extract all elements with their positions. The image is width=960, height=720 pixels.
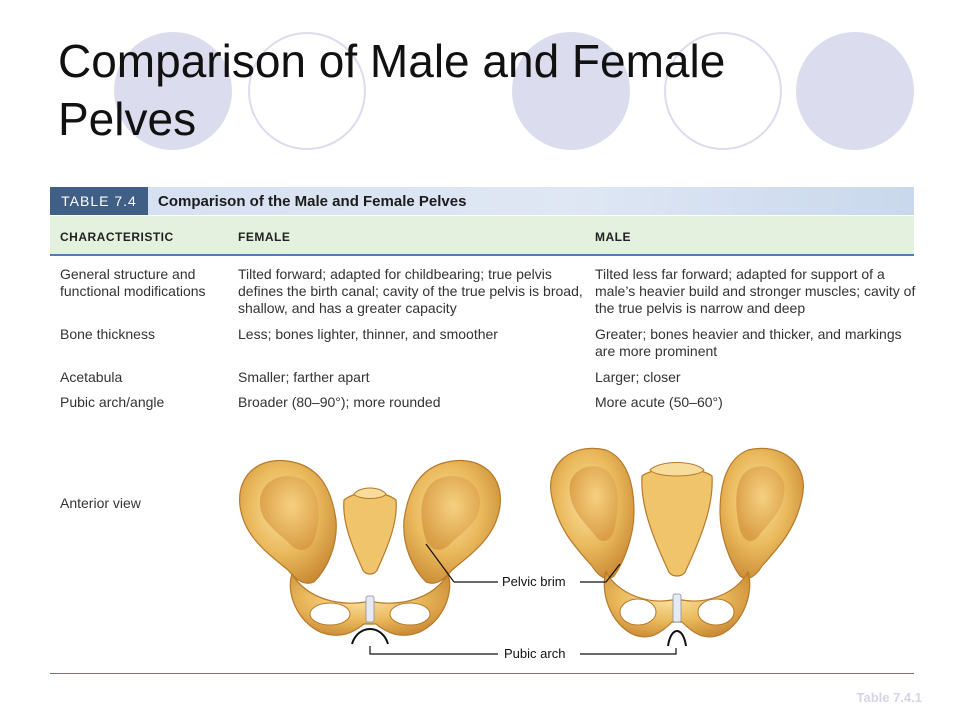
row-general-characteristic: General structure and functional modifications [60,266,206,299]
row-pubic-characteristic: Pubic arch/angle [60,394,165,410]
column-header-male: MALE [595,230,631,244]
table-header [50,187,914,215]
female-pubic-arch-arrow [352,629,388,644]
slide-title: Comparison of Male and Female Pelves [58,35,726,145]
row-bone-male: Greater; bones heavier and thicker, and markings are more prominent [595,326,902,359]
table-bottom-rule [50,673,914,674]
female-left-obturator [310,603,350,625]
row-general-female: Tilted forward; adapted for childbearing; true pelvis defines the birth canal; cavity of the true pelvis is broad, shallow, and has a greater capacity [238,266,583,316]
female-sacrum [344,493,397,575]
row-acetabula-male: Larger; closer [595,369,681,385]
female-sacral-promontory [354,488,386,499]
male-pubic-arch-arrow [668,631,686,646]
male-sacral-promontory [650,463,704,477]
row-pubic-male: More acute (50–60°) [595,394,723,410]
male-pubic-symphysis [673,594,681,622]
row-acetabula-female: Smaller; farther apart [238,369,370,385]
row-bone-female: Less; bones lighter, thinner, and smoother [238,326,498,342]
slide-footer: Table 7.4.1 [856,690,922,705]
column-header-row [50,216,914,256]
pelvic-brim-label: Pelvic brim [502,574,566,589]
female-right-obturator [390,603,430,625]
row-bone-characteristic: Bone thickness [60,326,155,342]
male-sacrum [642,469,712,577]
pelvis-illustration [230,436,820,668]
male-left-obturator [620,599,656,625]
row-general-male: Tilted less far forward; adapted for support of a male’s heavier build and stronger muscles; cavity of the true pelvis is narrow and deep [595,266,916,316]
male-right-obturator [698,599,734,625]
pubic-arch-label: Pubic arch [504,646,566,661]
row-pubic-female: Broader (80–90°); more rounded [238,394,441,410]
table-tag: TABLE 7.4 [50,187,148,215]
row-acetabula-characteristic: Acetabula [60,369,123,385]
table-caption: Comparison of the Male and Female Pelves [158,193,467,210]
female-pubic-symphysis [366,596,374,622]
female-pelvis [240,460,501,644]
column-header-female: FEMALE [238,230,291,244]
row-anterior-characteristic: Anterior view [60,495,141,511]
column-header-characteristic: CHARACTERISTIC [60,230,174,244]
male-pelvis [551,448,804,646]
